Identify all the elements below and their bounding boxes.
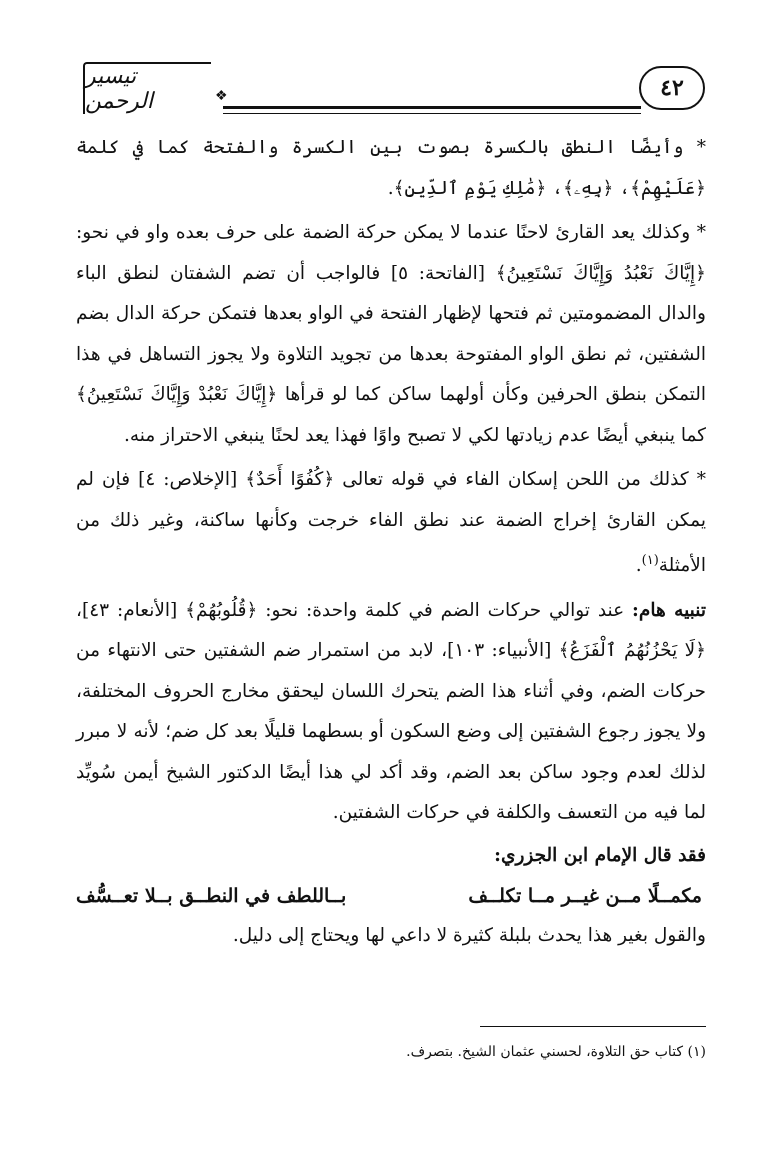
header-rule-thin bbox=[223, 113, 641, 114]
footnote-rule bbox=[480, 1026, 706, 1027]
paragraph-kasra: * وأيضًا النطق بالكسرة بصوت بين الكسرة والفتحة كما في كلمة ﴿عَلَيْهِمْ﴾، ﴿بِهِۦ﴾، ﴿مَٰلِكِ يَوْمِ ٱلدِّينِ﴾. bbox=[76, 137, 706, 199]
verse-second-hemistich: بــاللطف في النطــق بــلا تعــسُّف bbox=[76, 885, 347, 908]
footnote-marker: (١) bbox=[641, 553, 659, 568]
paragraph-note bbox=[76, 591, 706, 834]
paragraph-iskan-text: * كذلك من اللحن إسكان الفاء في قوله تعالى ﴿كُفُوًا أَحَدٌ﴾ [الإخلاص: ٤] فإن لم يمكن القارئ إخراج الضمة عند نطق الفاء خرجت وكأنها ساكنة، وغير ذلك من الأمثلة bbox=[76, 469, 706, 577]
paragraph-iskan: * كذلك من اللحن إسكان الفاء في قوله تعالى ﴿كُفُوًا أَحَدٌ﴾ [الإخلاص: ٤] فإن لم يمكن القارئ إخراج الضمة عند نطق الفاء خرجت وكأنها ساكنة، وغير ذلك من الأمثلة$^{(١)}$. bbox=[76, 469, 706, 577]
poem-verse bbox=[76, 876, 706, 916]
page-header bbox=[75, 62, 705, 122]
verse-first-hemistich: مكمــلًا مــن غيــر مــا تكلــف bbox=[468, 885, 702, 908]
paragraph-damma: * وكذلك يعد القارئ لاحنًا عندما لا يمكن حركة الضمة على حرف بعده واو في نحو: ﴿إِيَّاكَ نَعْبُدُ وَإِيَّاكَ نَسْتَعِينُ﴾ [الفاتحة: ٥] فالواجب أن تضم الشفتان لنطق الباء والدال المضمومتين ثم فتحها لإظهار الفتحة في الواو بعدها فتمكن حركة الدال بضم الشفتين، ثم نطق الواو المفتوحة بعدها من تجويد التلاوة ولا يجوز التساهل في هذا التمكن بنطق الحرفين وكأن أولهما ساكن كما لو قرأها ﴿إِيَّاكَ نَعْبُدْ وَإِيَّاكَ نَسْتَعِينُ﴾ كما ينبغي أيضًا عدم زيادتها لكي لا تصبح واوًا فهذا يعد لحنًا ينبغي الاحتراز منه. bbox=[76, 222, 706, 446]
poem-intro: فقد قال الإمام ابن الجزري: bbox=[494, 844, 706, 866]
footnote: (١) كتاب حق التلاوة، لحسني عثمان الشيخ. بتصرف. bbox=[406, 1044, 706, 1060]
book-title: تيسير الرحمن bbox=[83, 62, 211, 114]
page-number: ٤٢ bbox=[639, 66, 705, 110]
ornament-icon: ❖ bbox=[215, 88, 228, 104]
header-rule bbox=[223, 106, 641, 109]
closing-paragraph: والقول بغير هذا يحدث بلبلة كثيرة لا داعي لها ويحتاج إلى دليل. bbox=[232, 925, 706, 947]
page-body bbox=[76, 128, 706, 957]
note-label: تنبيه هام: bbox=[632, 599, 706, 621]
note-text: عند توالي حركات الضم في كلمة واحدة: نحو: ﴿قُلُوبُهُمْ﴾ [الأنعام: ٤٣]، ﴿لَا يَحْزُنُهُمُ ٱلْفَزَعُ﴾ [الأنبياء: ١٠٣]، لابد من استمرار ضم الشفتين حتى الانتهاء من حركات الضم، وفي أثناء هذا الضم يتحرك اللسان ليحقق مخارج الحروف المختلفة، ولا يجوز رجوع الشفتين إلى وضع السكون أو بسطهما قليلًا بعد كل ضم؛ لأنه لا مبرر لذلك لعدم وجود ساكن بعد الضم، وقد أكد لي هذا أيضًا الدكتور الشيخ أيمن سُويِّد لما فيه من التعسف والكلفة في حركات الشفتين. bbox=[76, 599, 707, 824]
